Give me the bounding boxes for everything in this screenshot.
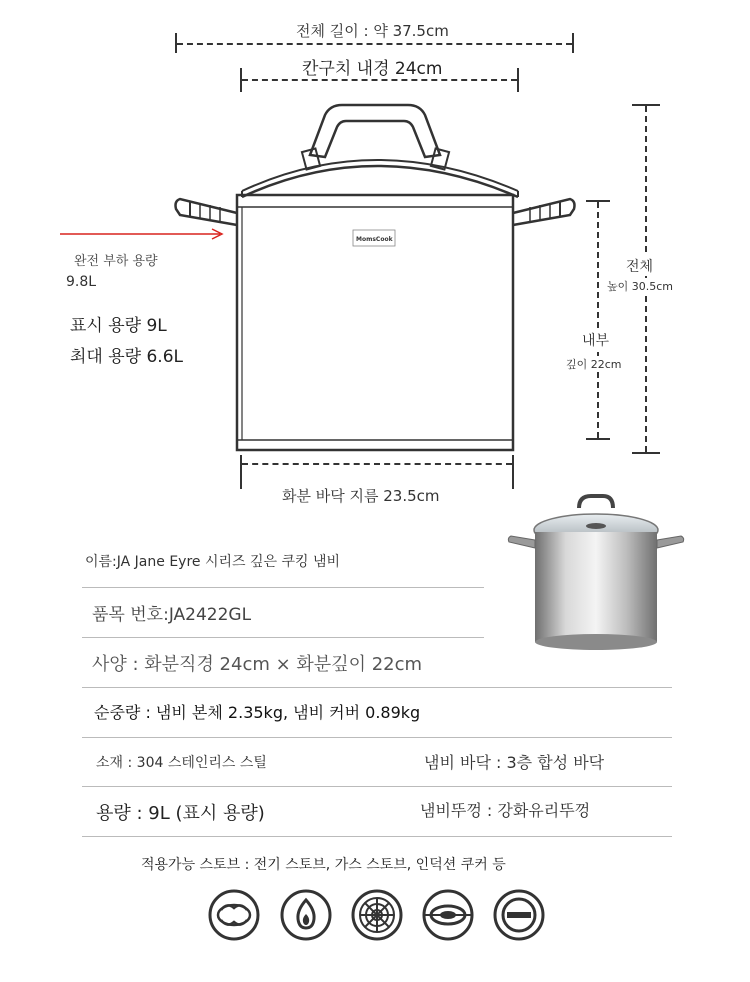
full-load-value: 9.8L <box>66 274 97 290</box>
divider <box>82 637 484 638</box>
spec-capacity: 용량 : 9L (표시 용량) <box>96 803 265 824</box>
full-load-label: 완전 부하 용량 <box>74 254 158 269</box>
lid-dome <box>242 166 518 197</box>
inner-diameter-right-tick <box>517 68 519 92</box>
induction-icon <box>421 888 475 942</box>
divider <box>82 786 672 787</box>
inner-diameter-label: 칸구치 내경 24cm <box>302 59 443 79</box>
divider <box>82 836 672 837</box>
total-height-value: 높이 30.5cm <box>607 280 674 293</box>
left-handle <box>176 199 238 225</box>
bottom-diameter-right-tick <box>512 455 514 489</box>
total-length-label: 전체 길이 : 약 37.5cm <box>296 22 449 40</box>
inner-depth-label: 내부 <box>582 330 609 350</box>
stoves-title: 적용가능 스토브 : 전기 스토브, 가스 스토브, 인덕션 쿠커 등 <box>141 857 506 873</box>
divider <box>82 587 484 588</box>
bottom-diameter-left-tick <box>240 455 242 489</box>
spec-material: 소재 : 304 스테인리스 스틸 <box>96 755 267 771</box>
spec-pot-bottom: 냄비 바닥 : 3층 합성 바닥 <box>424 753 605 772</box>
pot-diagram <box>170 95 590 475</box>
max-capacity: 최대 용량 6.6L <box>70 347 184 367</box>
display-capacity: 표시 용량 9L <box>70 316 167 336</box>
divider <box>82 687 672 688</box>
divider <box>82 737 672 738</box>
total-height-bottom-tick <box>632 452 660 454</box>
pot-body <box>237 195 513 450</box>
spec-item-number: 품목 번호:JA2422GL <box>92 605 252 625</box>
inner-depth-value: 깊이 22cm <box>566 358 622 371</box>
spec-size: 사양 : 화분직경 24cm × 화분깊이 22cm <box>92 654 423 675</box>
gas-flame-icon <box>279 888 333 942</box>
total-length-right-tick <box>572 33 574 53</box>
product-photo <box>505 490 685 660</box>
ceramic-hob-icon <box>492 888 546 942</box>
spec-net-weight: 순중량 : 냄비 본체 2.35kg, 냄비 커버 0.89kg <box>94 703 421 722</box>
radiant-stove-icon <box>350 888 404 942</box>
total-length-line <box>177 43 572 45</box>
bottom-diameter-label: 화분 바닥 지름 23.5cm <box>282 487 440 505</box>
full-load-arrow <box>60 226 230 242</box>
lid-handle <box>310 105 440 157</box>
inner-depth-line <box>597 202 599 438</box>
brand-label: MomsCook <box>356 236 393 243</box>
bottom-diameter-line <box>242 463 512 465</box>
spec-name: 이름:JA Jane Eyre 시리즈 깊은 쿠킹 냄비 <box>85 554 341 570</box>
coil-stove-icon <box>207 888 261 942</box>
inner-depth-bottom-tick <box>586 438 610 440</box>
total-height-label: 전체 <box>626 256 653 276</box>
spec-lid: 냄비뚜껑 : 강화유리뚜껑 <box>420 801 591 820</box>
inner-diameter-line <box>242 79 517 81</box>
